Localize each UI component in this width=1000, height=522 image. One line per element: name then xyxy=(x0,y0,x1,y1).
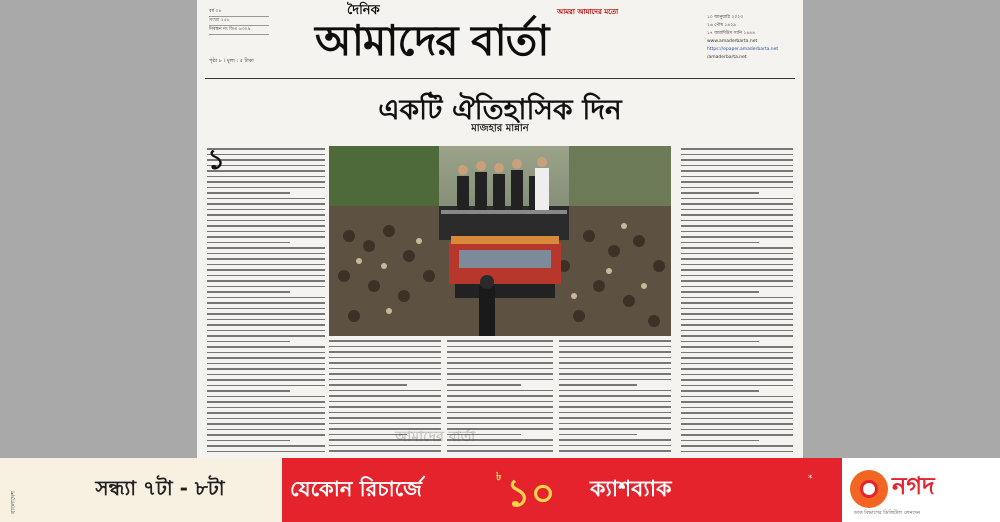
masthead-slogan: আমরা আমাদের মতো xyxy=(557,8,619,16)
text-line xyxy=(681,429,793,431)
text-line xyxy=(447,357,553,359)
text-line xyxy=(681,192,759,194)
text-line xyxy=(207,412,325,414)
text-line xyxy=(207,379,325,381)
text-line xyxy=(681,308,793,310)
article-headline: একটি ঐতিহাসিক দিন xyxy=(378,93,622,126)
ad-asterisk: * xyxy=(808,474,813,484)
crowd-photo-illustration xyxy=(329,146,671,336)
text-column-4 xyxy=(559,340,671,458)
newspaper-page xyxy=(197,0,803,458)
text-line xyxy=(447,346,553,348)
text-line xyxy=(681,225,793,227)
text-line xyxy=(559,368,671,370)
text-line xyxy=(207,363,325,365)
text-line xyxy=(447,390,553,392)
text-line xyxy=(329,340,441,342)
text-line xyxy=(681,291,759,293)
price-label: পৃষ্ঠা ৮ । মূল্য : ৫ টাকা xyxy=(209,58,254,64)
text-line xyxy=(207,324,325,326)
text-line xyxy=(207,181,325,183)
text-line xyxy=(329,412,441,414)
text-line xyxy=(207,220,325,222)
issue-label: সংখ্যা ২৫৮ xyxy=(209,17,269,26)
text-line xyxy=(207,374,325,376)
brand-tagline: ডাক বিভাগের ডিজিটাল লেনদেন xyxy=(854,510,921,516)
text-line xyxy=(207,192,290,194)
text-line xyxy=(681,209,793,211)
advertisement-banner[interactable] xyxy=(0,458,1000,522)
text-line xyxy=(447,401,553,403)
text-line xyxy=(447,406,553,408)
text-line xyxy=(207,440,290,442)
text-line xyxy=(207,264,325,266)
text-line xyxy=(681,148,793,150)
text-line xyxy=(559,401,671,403)
text-line xyxy=(329,450,441,452)
text-line xyxy=(329,357,441,359)
text-line xyxy=(329,368,441,370)
ad-message: যেকোন রিচার্জে xyxy=(290,476,422,501)
website-link[interactable]: www.amaderbarta.net xyxy=(707,39,758,44)
text-line xyxy=(559,346,671,348)
text-line xyxy=(207,302,325,304)
text-line xyxy=(329,384,407,386)
text-line xyxy=(207,231,325,233)
text-line xyxy=(681,275,793,277)
date-english: ১০ জানুয়ারি ২০২৩ xyxy=(707,15,744,20)
text-line xyxy=(207,187,325,189)
text-line xyxy=(681,258,793,260)
text-line xyxy=(681,297,793,299)
text-line xyxy=(681,319,793,321)
text-line xyxy=(681,247,793,249)
masthead-left-info xyxy=(209,8,269,35)
text-line xyxy=(559,445,671,447)
text-line xyxy=(559,384,637,386)
text-line xyxy=(447,450,553,452)
text-line xyxy=(681,220,793,222)
text-line xyxy=(681,165,793,167)
text-line xyxy=(207,445,325,447)
text-line xyxy=(681,385,793,387)
text-line xyxy=(207,451,325,453)
nagad-logo-icon xyxy=(850,470,888,508)
text-line xyxy=(681,401,793,403)
text-line xyxy=(207,242,290,244)
text-line xyxy=(681,412,793,414)
text-line xyxy=(207,275,325,277)
brand-name: নগদ xyxy=(892,472,935,500)
text-line xyxy=(447,362,553,364)
masthead-divider xyxy=(205,78,795,79)
left-margin xyxy=(0,0,197,458)
text-line xyxy=(559,417,671,419)
text-line xyxy=(329,423,441,425)
text-line xyxy=(207,319,325,321)
text-line xyxy=(681,445,793,447)
drop-cap: ১ xyxy=(207,148,226,176)
text-line xyxy=(207,225,325,227)
text-line xyxy=(681,269,793,271)
text-line xyxy=(447,340,553,342)
text-line xyxy=(207,258,325,260)
watermark: আমাদের বার্তা xyxy=(395,429,476,445)
epaper-link[interactable]: https://epaper.amaderbarta.net xyxy=(707,47,779,52)
text-line xyxy=(329,406,441,408)
text-line xyxy=(207,203,325,205)
text-line xyxy=(681,203,793,205)
text-line xyxy=(447,373,553,375)
text-line xyxy=(559,428,671,430)
right-margin xyxy=(803,0,1000,458)
social-link[interactable]: /amaderbarta.net xyxy=(707,55,747,60)
text-line xyxy=(681,451,793,453)
ad-amount: ১০ xyxy=(506,471,556,515)
text-line xyxy=(681,176,793,178)
text-line xyxy=(207,396,325,398)
text-line xyxy=(207,418,325,420)
text-line xyxy=(329,395,441,397)
text-line xyxy=(681,187,793,189)
masthead-prefix: দৈনিক xyxy=(347,3,380,18)
text-line xyxy=(207,209,325,211)
text-line xyxy=(207,291,290,293)
masthead-right-info xyxy=(707,14,795,62)
text-line xyxy=(681,346,793,348)
text-line xyxy=(447,351,553,353)
text-line xyxy=(681,264,793,266)
article-byline: মাজহার মান্নান xyxy=(471,123,529,134)
text-line xyxy=(681,352,793,354)
text-line xyxy=(447,395,553,397)
taka-sign: ৳ xyxy=(496,470,502,483)
text-column-5 xyxy=(681,148,793,458)
article-photo xyxy=(329,146,671,336)
text-line xyxy=(207,423,325,425)
text-line xyxy=(207,352,325,354)
text-line xyxy=(681,159,793,161)
text-line xyxy=(207,214,325,216)
text-line xyxy=(681,423,793,425)
text-line xyxy=(329,390,441,392)
text-line xyxy=(207,269,325,271)
text-line xyxy=(207,357,325,359)
text-line xyxy=(447,379,553,381)
date-bangla: ২৬ পৌষ ১৪২৯ xyxy=(707,23,737,28)
text-line xyxy=(681,324,793,326)
text-line xyxy=(681,236,793,238)
text-line xyxy=(447,417,553,419)
ad-brand-panel[interactable] xyxy=(842,458,1000,522)
text-line xyxy=(681,335,793,337)
text-line xyxy=(681,396,793,398)
text-line xyxy=(681,286,793,288)
text-line xyxy=(207,313,325,315)
text-line xyxy=(207,198,325,200)
text-line xyxy=(681,363,793,365)
text-line xyxy=(207,330,325,332)
text-line xyxy=(329,417,441,419)
text-line xyxy=(559,379,671,381)
text-line xyxy=(329,379,441,381)
text-line xyxy=(681,170,793,172)
text-line xyxy=(681,302,793,304)
text-line xyxy=(559,351,671,353)
text-line xyxy=(681,341,759,343)
text-line xyxy=(207,390,290,392)
text-line xyxy=(681,154,793,156)
text-line xyxy=(681,379,793,381)
text-line xyxy=(681,242,759,244)
text-line xyxy=(447,384,521,386)
text-line xyxy=(681,313,793,315)
text-line xyxy=(559,423,671,425)
text-line xyxy=(681,390,759,392)
text-line xyxy=(681,253,793,255)
text-line xyxy=(559,357,671,359)
text-line xyxy=(207,247,325,249)
text-line xyxy=(329,351,441,353)
text-line xyxy=(559,373,671,375)
text-line xyxy=(329,401,441,403)
text-line xyxy=(207,308,325,310)
text-line xyxy=(207,286,325,288)
text-line xyxy=(329,346,441,348)
text-line xyxy=(207,236,325,238)
text-line xyxy=(329,362,441,364)
text-line xyxy=(207,434,325,436)
text-line xyxy=(681,434,793,436)
text-line xyxy=(447,412,553,414)
text-line xyxy=(681,407,793,409)
registration-label: নিবন্ধন নং ডিএ ৬৩০৯ xyxy=(209,26,269,35)
text-line xyxy=(681,368,793,370)
masthead-title: আমাদের বার্তা xyxy=(315,16,549,65)
text-line xyxy=(207,429,325,431)
text-line xyxy=(207,385,325,387)
text-line xyxy=(559,362,671,364)
text-column-1 xyxy=(207,148,325,458)
ad-offer: ক্যাশব্যাক xyxy=(590,476,672,502)
text-line xyxy=(681,418,793,420)
ad-time-text: সন্ধ্যা ৭টা - ৮টা xyxy=(95,475,225,500)
text-line xyxy=(207,335,325,337)
text-line xyxy=(447,368,553,370)
text-line xyxy=(207,253,325,255)
text-line xyxy=(559,412,671,414)
text-line xyxy=(681,198,793,200)
text-line xyxy=(681,231,793,233)
text-line xyxy=(207,346,325,348)
text-line xyxy=(681,214,793,216)
text-line xyxy=(559,395,671,397)
text-line xyxy=(681,280,793,282)
text-line xyxy=(559,439,671,441)
text-line xyxy=(207,280,325,282)
text-line xyxy=(329,373,441,375)
text-line xyxy=(681,181,793,183)
text-line xyxy=(447,423,553,425)
text-line xyxy=(207,407,325,409)
text-line xyxy=(559,340,671,342)
text-line xyxy=(559,390,671,392)
text-line xyxy=(207,297,325,299)
date-hijri: ১৭ জমাদিউস সানি ১৪৪৪ xyxy=(707,31,756,36)
ad-side-text: বাংলাদেশ xyxy=(10,491,17,514)
text-line xyxy=(559,450,671,452)
text-line xyxy=(681,357,793,359)
text-line xyxy=(681,374,793,376)
text-line xyxy=(681,440,759,442)
text-line xyxy=(559,434,637,436)
text-line xyxy=(207,341,290,343)
text-line xyxy=(207,368,325,370)
text-line xyxy=(207,401,325,403)
text-line xyxy=(681,330,793,332)
text-line xyxy=(559,406,671,408)
volume-label: বর্ষ ০৪ xyxy=(209,8,269,17)
